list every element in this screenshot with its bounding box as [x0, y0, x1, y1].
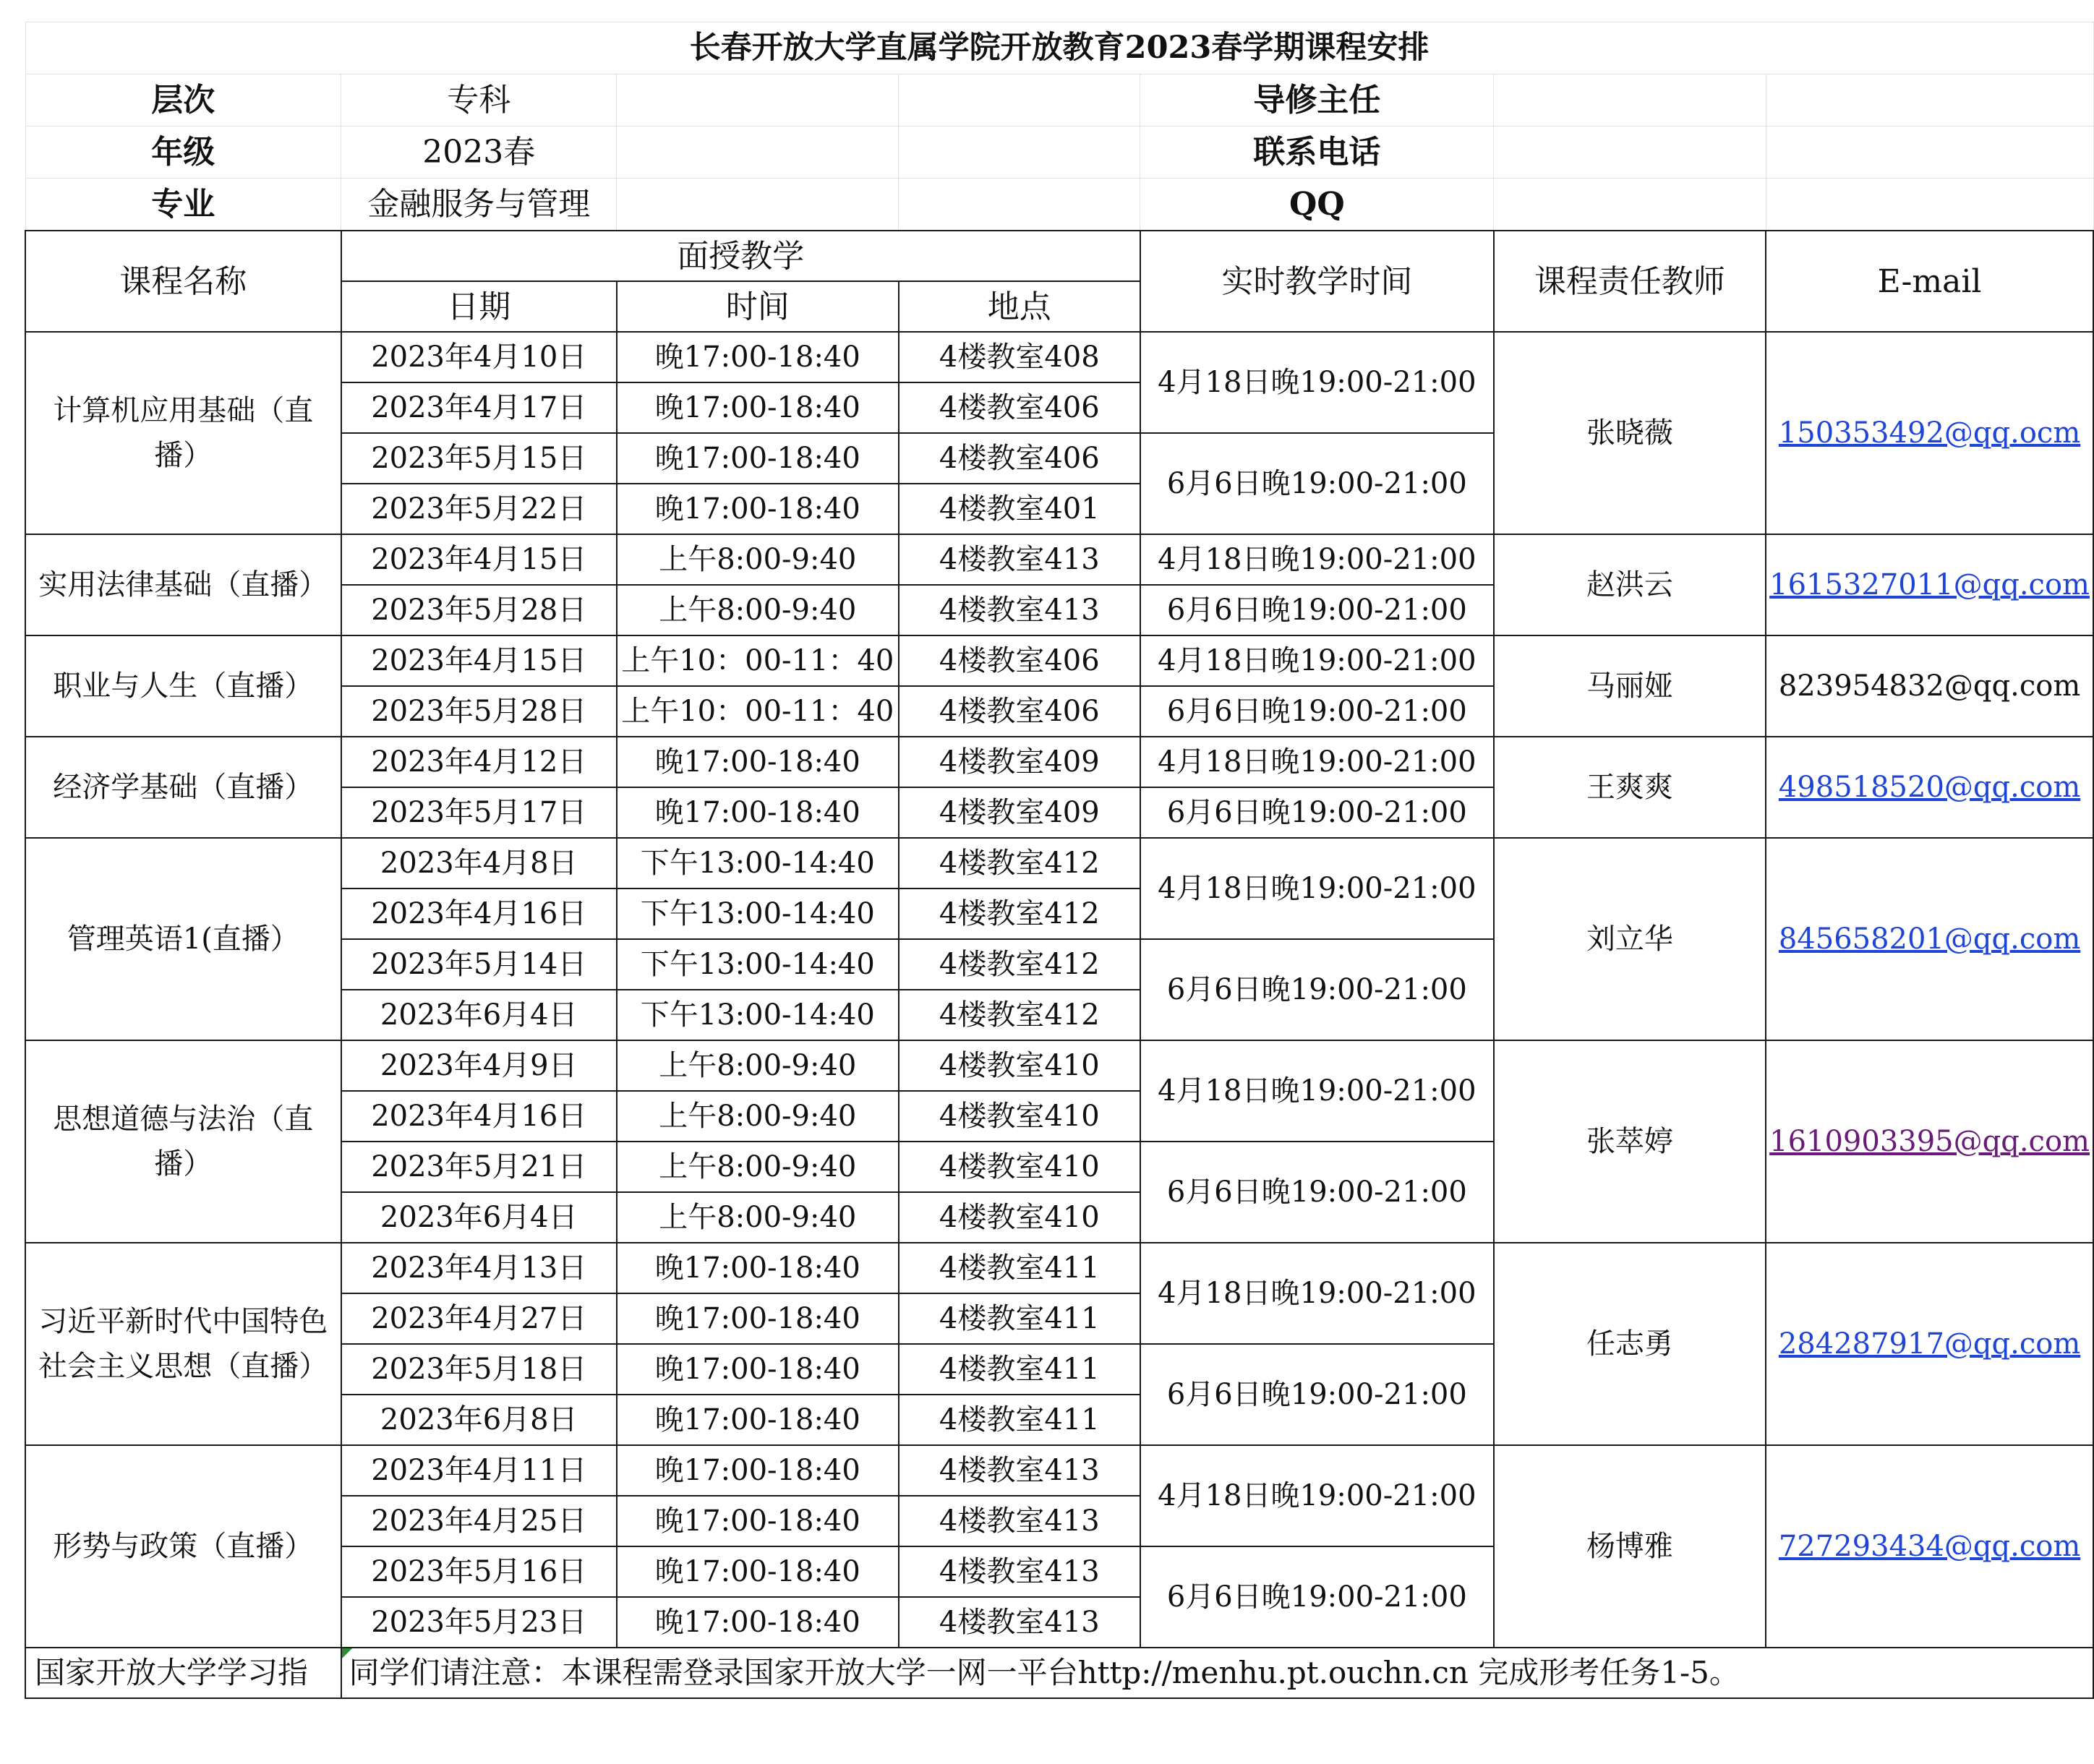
session-date-cell[interactable]: 2023年5月16日: [341, 1546, 617, 1597]
title-row: [25, 22, 2093, 74]
session-time-cell[interactable]: 晚17:00-18:40: [617, 1243, 899, 1293]
session-place-cell[interactable]: 4楼教室412: [899, 939, 1140, 990]
live-time-cell[interactable]: 4月18日晚19:00-21:00: [1140, 838, 1494, 939]
grade-value[interactable]: 2023春: [341, 127, 617, 179]
live-time-cell[interactable]: 6月6日晚19:00-21:00: [1140, 585, 1494, 635]
col-header-email: E-mail: [1766, 231, 2093, 332]
grade-label: 年级: [25, 127, 341, 179]
session-date-cell[interactable]: 2023年5月22日: [341, 484, 617, 534]
blank-cell[interactable]: [1766, 74, 2093, 127]
footer-note-cell[interactable]: [341, 1648, 2093, 1698]
live-time-cell[interactable]: 4月18日晚19:00-21:00: [1140, 1445, 1494, 1546]
blank-cell[interactable]: [899, 127, 1140, 179]
session-place-cell[interactable]: 4楼教室406: [899, 635, 1140, 686]
blank-cell[interactable]: [1766, 127, 2093, 179]
session-place-cell[interactable]: 4楼教室413: [899, 1546, 1140, 1597]
header-row-1: [25, 231, 2093, 281]
advisor-value-cell[interactable]: [1494, 74, 1766, 127]
table-row: [25, 332, 2093, 382]
session-place-cell[interactable]: 4楼教室411: [899, 1293, 1140, 1344]
footer-label-cell[interactable]: 国家开放大学学习指: [25, 1648, 341, 1698]
course-name-cell[interactable]: 实用法律基础（直播）: [25, 534, 341, 635]
table-row: [25, 1445, 2093, 1496]
session-place-cell[interactable]: 4楼教室412: [899, 838, 1140, 889]
session-time-cell[interactable]: 晚17:00-18:40: [617, 1597, 899, 1648]
col-header-course: 课程名称: [25, 231, 341, 332]
session-time-cell[interactable]: 晚17:00-18:40: [617, 1395, 899, 1445]
session-place-cell[interactable]: 4楼教室406: [899, 382, 1140, 433]
live-time-cell[interactable]: 6月6日晚19:00-21:00: [1140, 1546, 1494, 1648]
email-link[interactable]: 1615327011@qq.com: [1766, 534, 2093, 635]
session-place-cell[interactable]: 4楼教室409: [899, 787, 1140, 838]
blank-cell[interactable]: [617, 74, 899, 127]
session-place-cell[interactable]: 4楼教室410: [899, 1091, 1140, 1142]
blank-cell[interactable]: [617, 179, 899, 231]
session-place-cell[interactable]: 4楼教室410: [899, 1142, 1140, 1192]
session-time-cell[interactable]: 晚17:00-18:40: [617, 1445, 899, 1496]
session-place-cell[interactable]: 4楼教室413: [899, 534, 1140, 585]
level-value[interactable]: 专科: [341, 74, 617, 127]
session-time-cell[interactable]: 上午10：00-11：40: [617, 635, 899, 686]
session-date-cell[interactable]: 2023年5月28日: [341, 686, 617, 737]
session-time-cell[interactable]: 下午13:00-14:40: [617, 889, 899, 939]
session-place-cell[interactable]: 4楼教室410: [899, 1040, 1140, 1091]
session-place-cell[interactable]: 4楼教室410: [899, 1192, 1140, 1243]
session-time-cell[interactable]: 上午8:00-9:40: [617, 534, 899, 585]
session-date-cell[interactable]: 2023年5月28日: [341, 585, 617, 635]
teacher-cell[interactable]: 杨博雅: [1494, 1445, 1766, 1648]
teacher-cell[interactable]: 张萃婷: [1494, 1040, 1766, 1243]
live-time-cell[interactable]: 4月18日晚19:00-21:00: [1140, 332, 1494, 433]
session-place-cell[interactable]: 4楼教室413: [899, 1597, 1140, 1648]
blank-cell[interactable]: [899, 179, 1140, 231]
session-date-cell[interactable]: 2023年5月15日: [341, 433, 617, 484]
live-time-cell[interactable]: 4月18日晚19:00-21:00: [1140, 1040, 1494, 1142]
live-time-cell[interactable]: 4月18日晚19:00-21:00: [1140, 635, 1494, 686]
session-time-cell[interactable]: 晚17:00-18:40: [617, 1344, 899, 1395]
qq-value-cell[interactable]: [1494, 179, 1766, 231]
session-date-cell[interactable]: 2023年6月4日: [341, 1192, 617, 1243]
session-date-cell[interactable]: 2023年5月18日: [341, 1344, 617, 1395]
table-row: [25, 635, 2093, 686]
col-header-time: 时间: [617, 281, 899, 332]
session-date-cell[interactable]: 2023年4月17日: [341, 382, 617, 433]
session-date-cell[interactable]: 2023年4月12日: [341, 737, 617, 787]
session-place-cell[interactable]: 4楼教室409: [899, 737, 1140, 787]
blank-cell[interactable]: [617, 127, 899, 179]
session-place-cell[interactable]: 4楼教室413: [899, 1445, 1140, 1496]
teacher-cell[interactable]: 马丽娅: [1494, 635, 1766, 737]
session-date-cell[interactable]: 2023年5月14日: [341, 939, 617, 990]
session-place-cell[interactable]: 4楼教室413: [899, 585, 1140, 635]
session-place-cell[interactable]: 4楼教室412: [899, 889, 1140, 939]
course-schedule-table: [25, 22, 2094, 1699]
session-time-cell[interactable]: 晚17:00-18:40: [617, 332, 899, 382]
table-row: [25, 1243, 2093, 1293]
session-time-cell[interactable]: 晚17:00-18:40: [617, 382, 899, 433]
blank-cell[interactable]: [1766, 179, 2093, 231]
teacher-cell[interactable]: 赵洪云: [1494, 534, 1766, 635]
comment-flag-icon: [342, 1648, 352, 1658]
email-link[interactable]: 727293434@qq.com: [1766, 1445, 2093, 1648]
course-name-cell[interactable]: 管理英语1(直播）: [25, 838, 341, 1040]
teacher-cell[interactable]: 任志勇: [1494, 1243, 1766, 1445]
email-link[interactable]: 845658201@qq.com: [1766, 838, 2093, 1040]
live-time-cell[interactable]: 6月6日晚19:00-21:00: [1140, 939, 1494, 1040]
live-time-cell[interactable]: 6月6日晚19:00-21:00: [1140, 686, 1494, 737]
course-name-cell[interactable]: 经济学基础（直播）: [25, 737, 341, 838]
live-time-cell[interactable]: 6月6日晚19:00-21:00: [1140, 787, 1494, 838]
col-header-live: 实时教学时间: [1140, 231, 1494, 332]
session-date-cell[interactable]: 2023年4月13日: [341, 1243, 617, 1293]
major-label: 专业: [25, 179, 341, 231]
session-date-cell[interactable]: 2023年6月4日: [341, 990, 617, 1040]
session-time-cell[interactable]: 晚17:00-18:40: [617, 1546, 899, 1597]
session-date-cell[interactable]: 2023年6月8日: [341, 1395, 617, 1445]
session-date-cell[interactable]: 2023年4月16日: [341, 889, 617, 939]
live-time-cell[interactable]: 6月6日晚19:00-21:00: [1140, 433, 1494, 534]
session-place-cell[interactable]: 4楼教室406: [899, 433, 1140, 484]
email-link[interactable]: 150353492@qq.ocm: [1766, 332, 2093, 534]
level-label: 层次: [25, 74, 341, 127]
info-row-level: [25, 74, 2093, 127]
session-time-cell[interactable]: 上午8:00-9:40: [617, 1040, 899, 1091]
footer-row: [25, 1648, 2093, 1698]
session-date-cell[interactable]: 2023年4月15日: [341, 635, 617, 686]
course-name-cell[interactable]: 习近平新时代中国特色社会主义思想（直播）: [25, 1243, 341, 1445]
session-time-cell[interactable]: 上午8:00-9:40: [617, 585, 899, 635]
email-link[interactable]: 1610903395@qq.com: [1766, 1040, 2093, 1243]
session-place-cell[interactable]: 4楼教室401: [899, 484, 1140, 534]
table-row: [25, 1040, 2093, 1091]
session-time-cell[interactable]: 晚17:00-18:40: [617, 433, 899, 484]
teacher-cell[interactable]: 张晓薇: [1494, 332, 1766, 534]
live-time-cell[interactable]: 6月6日晚19:00-21:00: [1140, 1344, 1494, 1445]
session-date-cell[interactable]: 2023年4月25日: [341, 1496, 617, 1546]
session-date-cell[interactable]: 2023年4月27日: [341, 1293, 617, 1344]
phone-value-cell[interactable]: [1494, 127, 1766, 179]
session-place-cell[interactable]: 4楼教室411: [899, 1243, 1140, 1293]
session-place-cell[interactable]: 4楼教室408: [899, 332, 1140, 382]
col-header-face-to-face: 面授教学: [341, 231, 1140, 281]
session-time-cell[interactable]: 下午13:00-14:40: [617, 939, 899, 990]
session-date-cell[interactable]: 2023年5月23日: [341, 1597, 617, 1648]
email-link[interactable]: 284287917@qq.com: [1766, 1243, 2093, 1445]
session-time-cell[interactable]: 上午10：00-11：40: [617, 686, 899, 737]
session-place-cell[interactable]: 4楼教室411: [899, 1344, 1140, 1395]
session-date-cell[interactable]: 2023年5月21日: [341, 1142, 617, 1192]
col-header-place: 地点: [899, 281, 1140, 332]
major-value[interactable]: 金融服务与管理: [341, 179, 617, 231]
info-row-major: [25, 179, 2093, 231]
live-time-cell[interactable]: 6月6日晚19:00-21:00: [1140, 1142, 1494, 1243]
page-title: 长春开放大学直属学院开放教育2023春学期课程安排: [25, 22, 2093, 74]
session-date-cell[interactable]: 2023年4月10日: [341, 332, 617, 382]
session-time-cell[interactable]: 上午8:00-9:40: [617, 1142, 899, 1192]
session-date-cell[interactable]: 2023年4月8日: [341, 838, 617, 889]
live-time-cell[interactable]: 4月18日晚19:00-21:00: [1140, 534, 1494, 585]
table-row: [25, 737, 2093, 787]
teacher-cell[interactable]: 刘立华: [1494, 838, 1766, 1040]
qq-label: QQ: [1140, 179, 1494, 231]
live-time-cell[interactable]: 4月18日晚19:00-21:00: [1140, 1243, 1494, 1344]
session-date-cell[interactable]: 2023年5月17日: [341, 787, 617, 838]
info-row-grade: [25, 127, 2093, 179]
live-time-cell[interactable]: 4月18日晚19:00-21:00: [1140, 737, 1494, 787]
col-header-date: 日期: [341, 281, 617, 332]
session-place-cell[interactable]: 4楼教室413: [899, 1496, 1140, 1546]
course-name-cell[interactable]: 形势与政策（直播）: [25, 1445, 341, 1648]
email-link[interactable]: 823954832@qq.com: [1766, 635, 2093, 737]
session-time-cell[interactable]: 晚17:00-18:40: [617, 1496, 899, 1546]
col-header-teacher: 课程责任教师: [1494, 231, 1766, 332]
phone-label: 联系电话: [1140, 127, 1494, 179]
session-time-cell[interactable]: 下午13:00-14:40: [617, 990, 899, 1040]
session-date-cell[interactable]: 2023年4月15日: [341, 534, 617, 585]
course-name-cell[interactable]: 思想道德与法治（直播）: [25, 1040, 341, 1243]
session-time-cell[interactable]: 上午8:00-9:40: [617, 1192, 899, 1243]
session-time-cell[interactable]: 晚17:00-18:40: [617, 787, 899, 838]
footer-note-text: 同学们请注意：本课程需登录国家开放大学一网一平台http://menhu.pt.ouchn.cn 完成形考任务1-5。: [349, 1654, 1740, 1690]
session-place-cell[interactable]: 4楼教室412: [899, 990, 1140, 1040]
table-row: [25, 534, 2093, 585]
session-date-cell[interactable]: 2023年4月11日: [341, 1445, 617, 1496]
session-place-cell[interactable]: 4楼教室406: [899, 686, 1140, 737]
session-time-cell[interactable]: 晚17:00-18:40: [617, 484, 899, 534]
teacher-cell[interactable]: 王爽爽: [1494, 737, 1766, 838]
session-place-cell[interactable]: 4楼教室411: [899, 1395, 1140, 1445]
advisor-label: 导修主任: [1140, 74, 1494, 127]
blank-cell[interactable]: [899, 74, 1140, 127]
course-name-cell[interactable]: 计算机应用基础（直播）: [25, 332, 341, 534]
session-time-cell[interactable]: 晚17:00-18:40: [617, 1293, 899, 1344]
schedule-body: [25, 22, 2093, 1699]
course-name-cell[interactable]: 职业与人生（直播）: [25, 635, 341, 737]
session-date-cell[interactable]: 2023年4月16日: [341, 1091, 617, 1142]
session-time-cell[interactable]: 晚17:00-18:40: [617, 737, 899, 787]
session-time-cell[interactable]: 上午8:00-9:40: [617, 1091, 899, 1142]
email-link[interactable]: 498518520@qq.com: [1766, 737, 2093, 838]
table-row: [25, 838, 2093, 889]
session-date-cell[interactable]: 2023年4月9日: [341, 1040, 617, 1091]
session-time-cell[interactable]: 下午13:00-14:40: [617, 838, 899, 889]
